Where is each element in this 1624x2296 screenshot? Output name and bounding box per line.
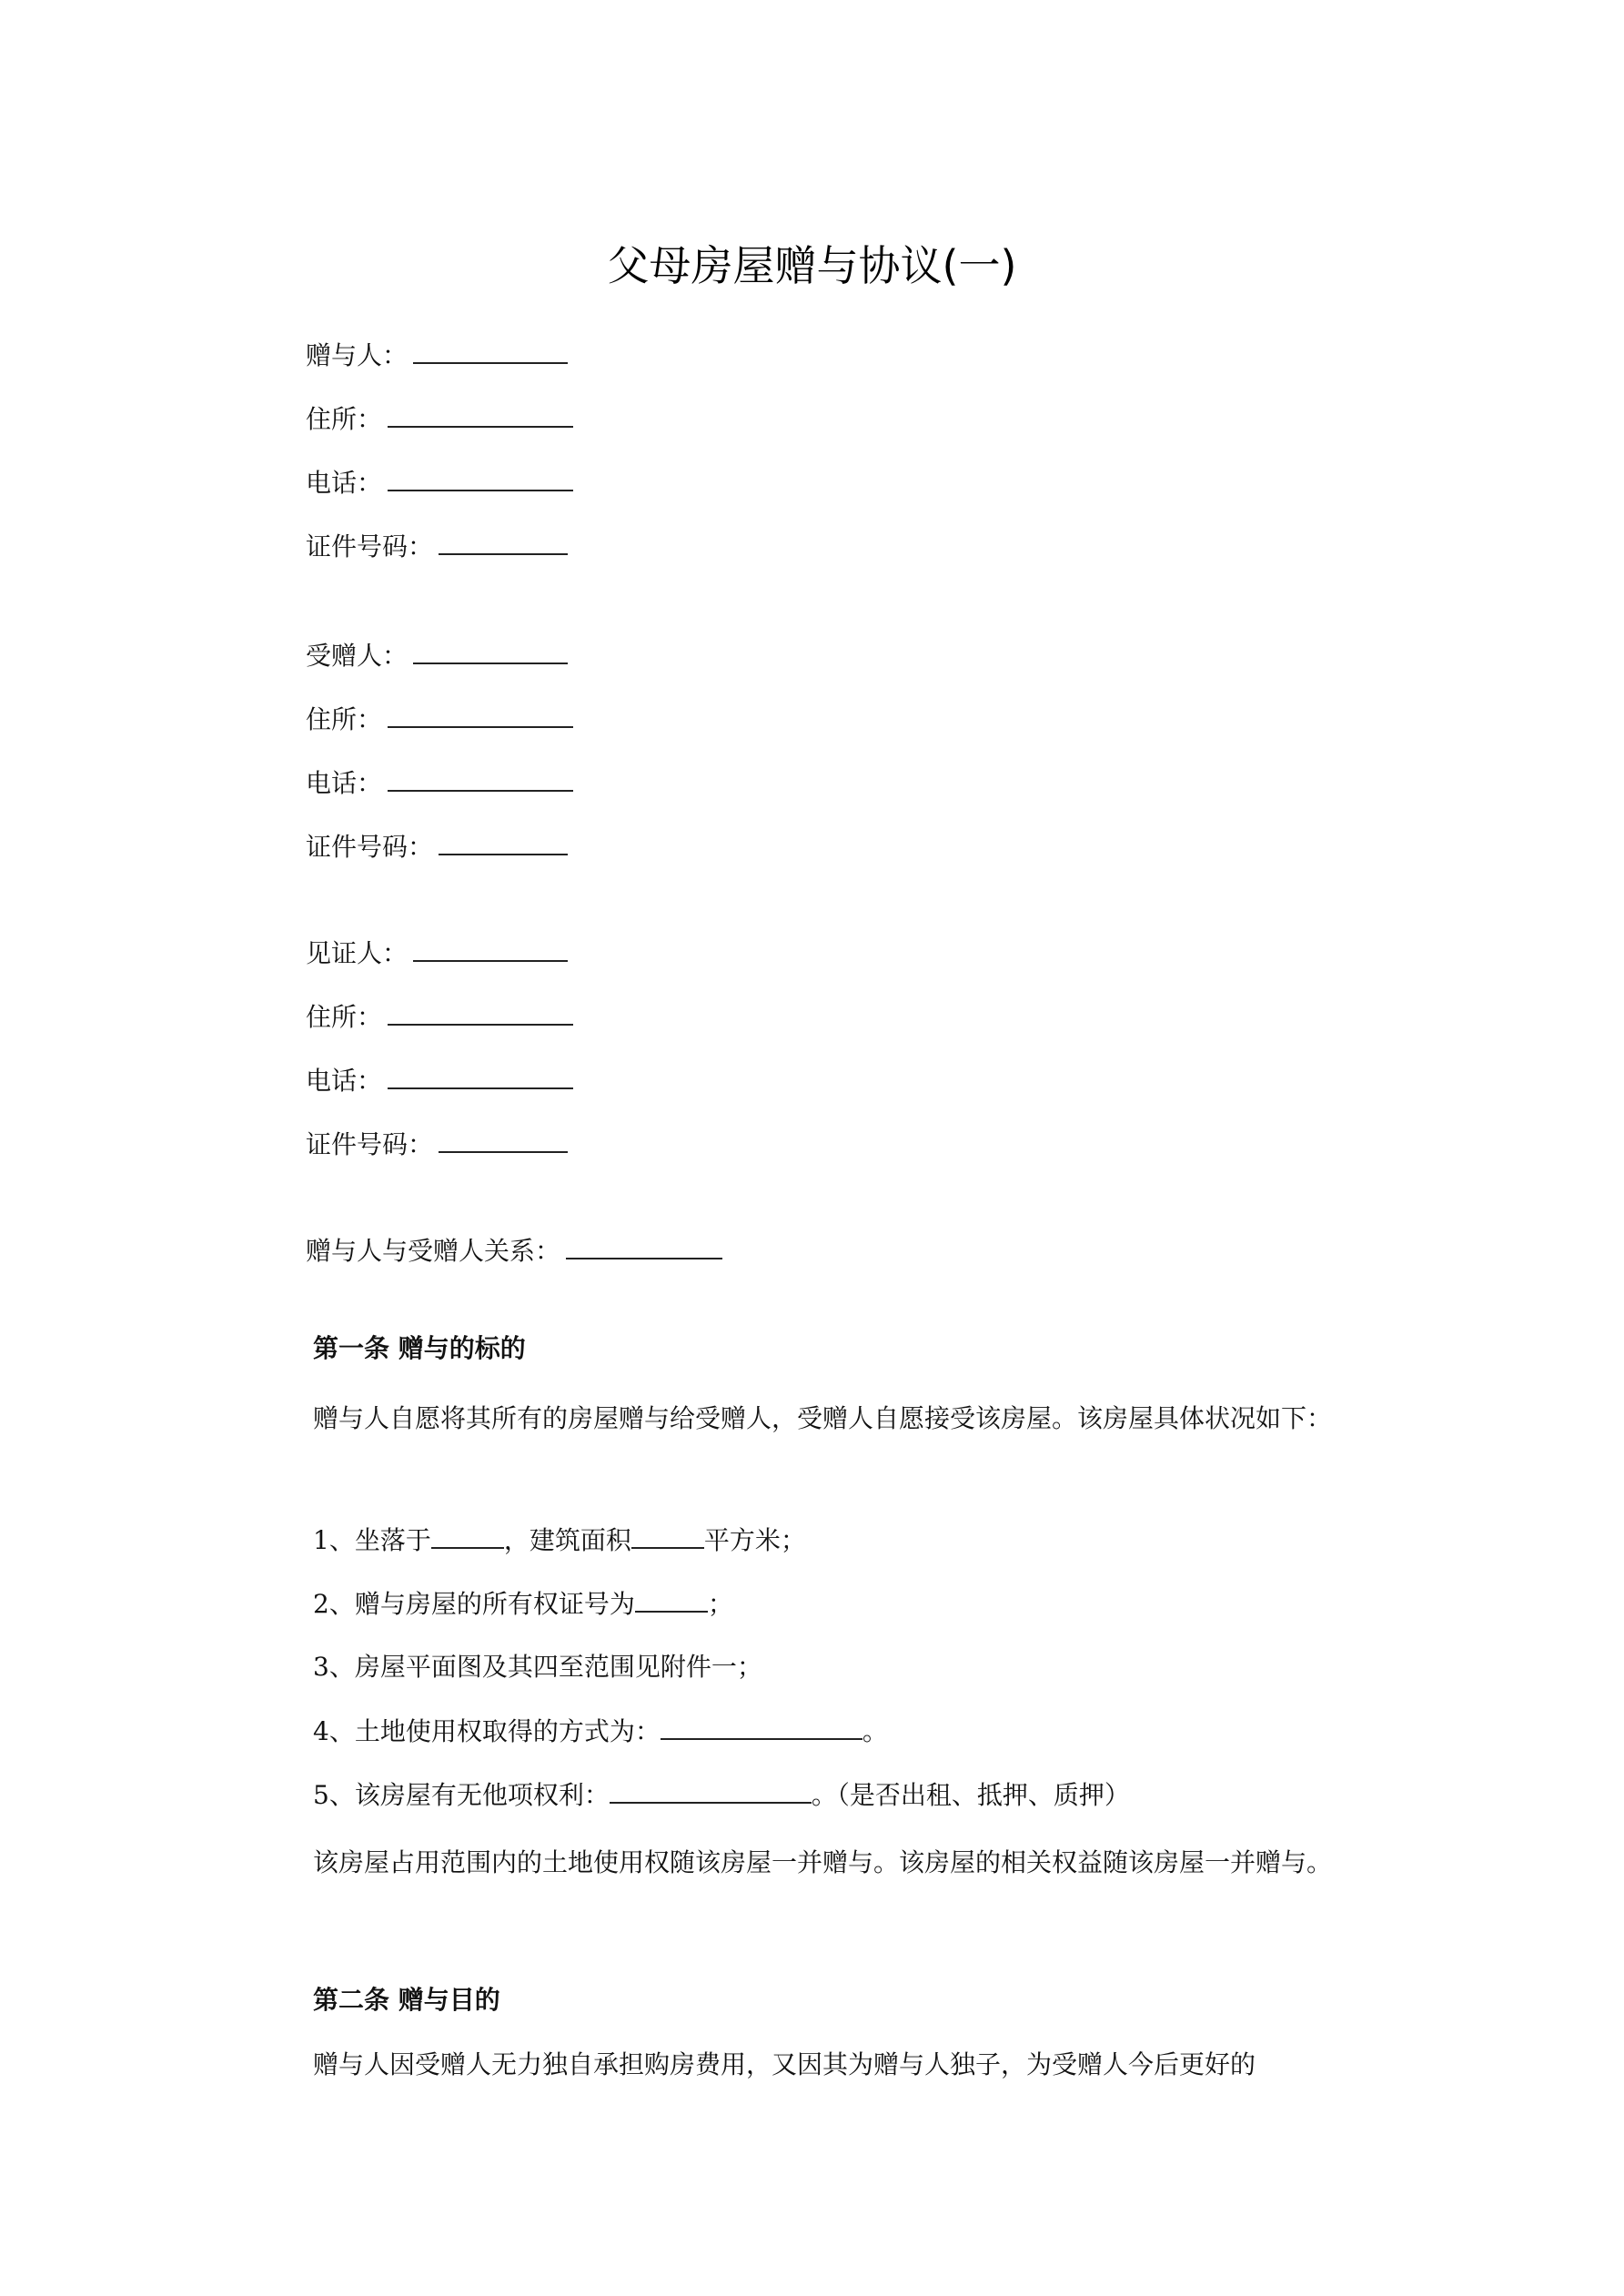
donor-phone-field <box>306 462 573 501</box>
donee-name-field <box>306 635 568 674</box>
donor-address-label: 住所： <box>306 404 383 434</box>
item1-post: 平方米； <box>703 1525 806 1555</box>
item1-pre: 1、坐落于 <box>313 1525 431 1555</box>
donee-name-label: 受赠人： <box>306 641 409 671</box>
land-acquisition-blank[interactable] <box>661 1713 862 1740</box>
article1-item-2 <box>313 1585 733 1623</box>
item5-pre: 5、该房屋有无他项权利： <box>313 1780 610 1810</box>
donee-address-blank[interactable] <box>388 699 573 728</box>
relationship-field <box>306 1230 722 1269</box>
witness-id-label: 证件号码： <box>306 1129 434 1159</box>
donor-name-field <box>306 335 568 374</box>
area-blank[interactable] <box>631 1522 704 1549</box>
donee-id-blank[interactable] <box>439 826 568 855</box>
article1-item-5 <box>313 1776 1130 1814</box>
witness-address-label: 住所： <box>306 1002 383 1032</box>
donor-id-label: 证件号码： <box>306 531 434 561</box>
location-blank[interactable] <box>431 1522 504 1549</box>
article1-heading: 第一条 赠与的标的 <box>313 1333 526 1363</box>
donee-id-field <box>306 826 568 865</box>
witness-id-field <box>306 1124 568 1163</box>
article1-item-4 <box>313 1713 888 1750</box>
witness-phone-field <box>306 1060 573 1099</box>
donor-id-field <box>306 526 568 565</box>
donor-name-label: 赠与人： <box>306 340 409 370</box>
article1-item-3: 3、房屋平面图及其四至范围见附件一； <box>313 1652 762 1682</box>
donor-address-field <box>306 399 573 438</box>
donor-address-blank[interactable] <box>388 399 573 428</box>
donor-phone-label: 电话： <box>306 468 383 498</box>
witness-phone-label: 电话： <box>306 1066 383 1096</box>
certificate-number-blank[interactable] <box>635 1585 708 1613</box>
article2-body: 赠与人因受赠人无力独自承担购房费用，又因其为赠与人独子，为受赠人今后更好的 <box>313 2049 1256 2079</box>
donee-address-label: 住所： <box>306 704 383 734</box>
donee-phone-label: 电话： <box>306 768 383 798</box>
other-rights-blank[interactable] <box>610 1776 812 1804</box>
item4-pre: 4、土地使用权取得的方式为： <box>313 1716 661 1746</box>
donee-name-blank[interactable] <box>413 635 568 664</box>
donor-name-blank[interactable] <box>413 335 568 364</box>
article1-closing: 该房屋占用范围内的土地使用权随该房屋一并赠与。该房屋的相关权益随该房屋一并赠与。 <box>313 1847 1333 1877</box>
witness-name-field <box>306 933 568 972</box>
relationship-blank[interactable] <box>566 1230 722 1259</box>
item2-post: ； <box>707 1589 733 1619</box>
witness-address-blank[interactable] <box>388 996 573 1026</box>
relationship-label: 赠与人与受赠人关系： <box>306 1236 561 1266</box>
item1-mid: ，建筑面积 <box>503 1525 631 1555</box>
donor-id-blank[interactable] <box>439 526 568 555</box>
donor-phone-blank[interactable] <box>388 462 573 491</box>
item5-post: 。（是否出租、抵押、质押） <box>811 1780 1130 1810</box>
witness-name-label: 见证人： <box>306 938 409 968</box>
witness-phone-blank[interactable] <box>388 1060 573 1089</box>
witness-id-blank[interactable] <box>439 1124 568 1153</box>
witness-name-blank[interactable] <box>413 933 568 962</box>
document-title: 父母房屋赠与协议(一) <box>607 241 1017 290</box>
donee-phone-field <box>306 763 573 802</box>
item2-pre: 2、赠与房屋的所有权证号为 <box>313 1589 635 1619</box>
witness-address-field <box>306 996 573 1036</box>
donee-phone-blank[interactable] <box>388 763 573 792</box>
article2-heading: 第二条 赠与目的 <box>313 1985 500 2015</box>
item4-post: 。 <box>862 1716 888 1746</box>
article1-item-1 <box>313 1522 806 1559</box>
donee-address-field <box>306 699 573 738</box>
article1-intro: 赠与人自愿将其所有的房屋赠与给受赠人，受赠人自愿接受该房屋。该房屋具体状况如下： <box>313 1403 1333 1433</box>
donee-id-label: 证件号码： <box>306 832 434 862</box>
